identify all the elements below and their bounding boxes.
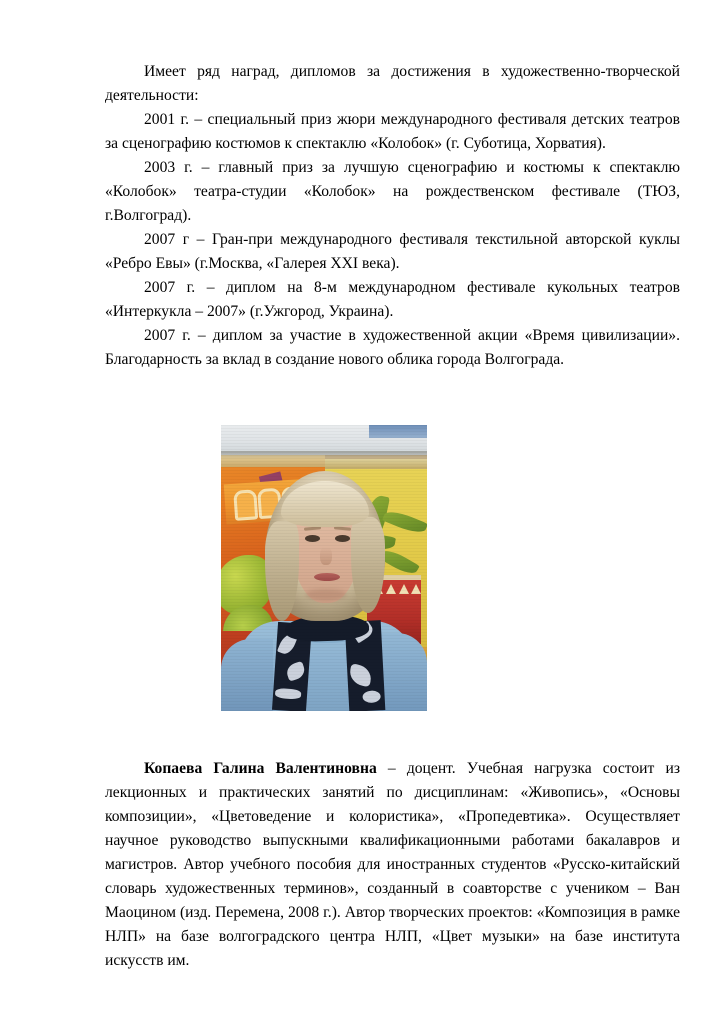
eye-right [335,535,350,542]
paragraph-award-2003: 2003 г. – главный приз за лучшую сценографию и костюмы к спектаклю «Колобок» театра-студии «Колобок» на рождественском фестивале (ТЮЗ, г.Волгоград). [105,159,680,224]
sweater-left-shoulder [221,639,273,711]
bio-text-column [105,757,680,973]
mouth [314,573,340,581]
paragraph-bio [105,757,680,973]
paragraph-award-2001: 2001 г. – специальный приз жюри международного фестиваля детских театров за сценографию костюмов к спектаклю «Колобок» (г. Суботица, Хорватия). [105,111,680,152]
paragraph-award-2007-interkukla: 2007 г. – диплом на 8-м международном фестивале кукольных театров «Интеркукла – 2007» (г.Ужгород, Украина). [105,279,680,320]
bio-body: – доцент. Учебная нагрузка состоит из лекционных и практических занятий по дисциплинам: «Живопись», «Основы композиции», «Цветоведение и колористика», «Пропедевтика». Осуществляет научное руководство выпускными квалификационными работами бакалавров и магистров. Автор учебного пособия для иностранных студентов «Русско-китайский словарь художественных терминов», созданный в соавторстве с учеником – Ван Маоцином (изд. Перемена, 2008 г.). Автор творческих проектов: «Композиция в рамке НЛП» на базе волгоградского центра НЛП, «Цвет музыки» на базе института искусств им. [105,760,680,969]
wall-shadow [221,451,427,459]
paragraph-intro: Имеет ряд наград, дипломов за достижения в художественно-творческой деятельности: [105,63,680,104]
document-text-column [105,60,680,372]
eye-left [305,535,320,542]
portrait-photo-inner [221,425,427,711]
paragraph-award-2007-grandprix: 2007 г – Гран-при международного фестиваля текстильной авторской куклы «Ребро Евы» (г.Москва, «Галерея XXI века). [105,231,680,272]
person-name: Копаева Галина Валентиновна [144,760,377,777]
chin-shadow [305,589,347,601]
paragraph-award-2007-diploma: 2007 г. – диплом за участие в художественной акции «Время цивилизации». Благодарность за вклад в создание нового облика города Волгограда. [105,327,680,368]
nose [320,547,332,565]
portrait-photo [221,425,427,711]
